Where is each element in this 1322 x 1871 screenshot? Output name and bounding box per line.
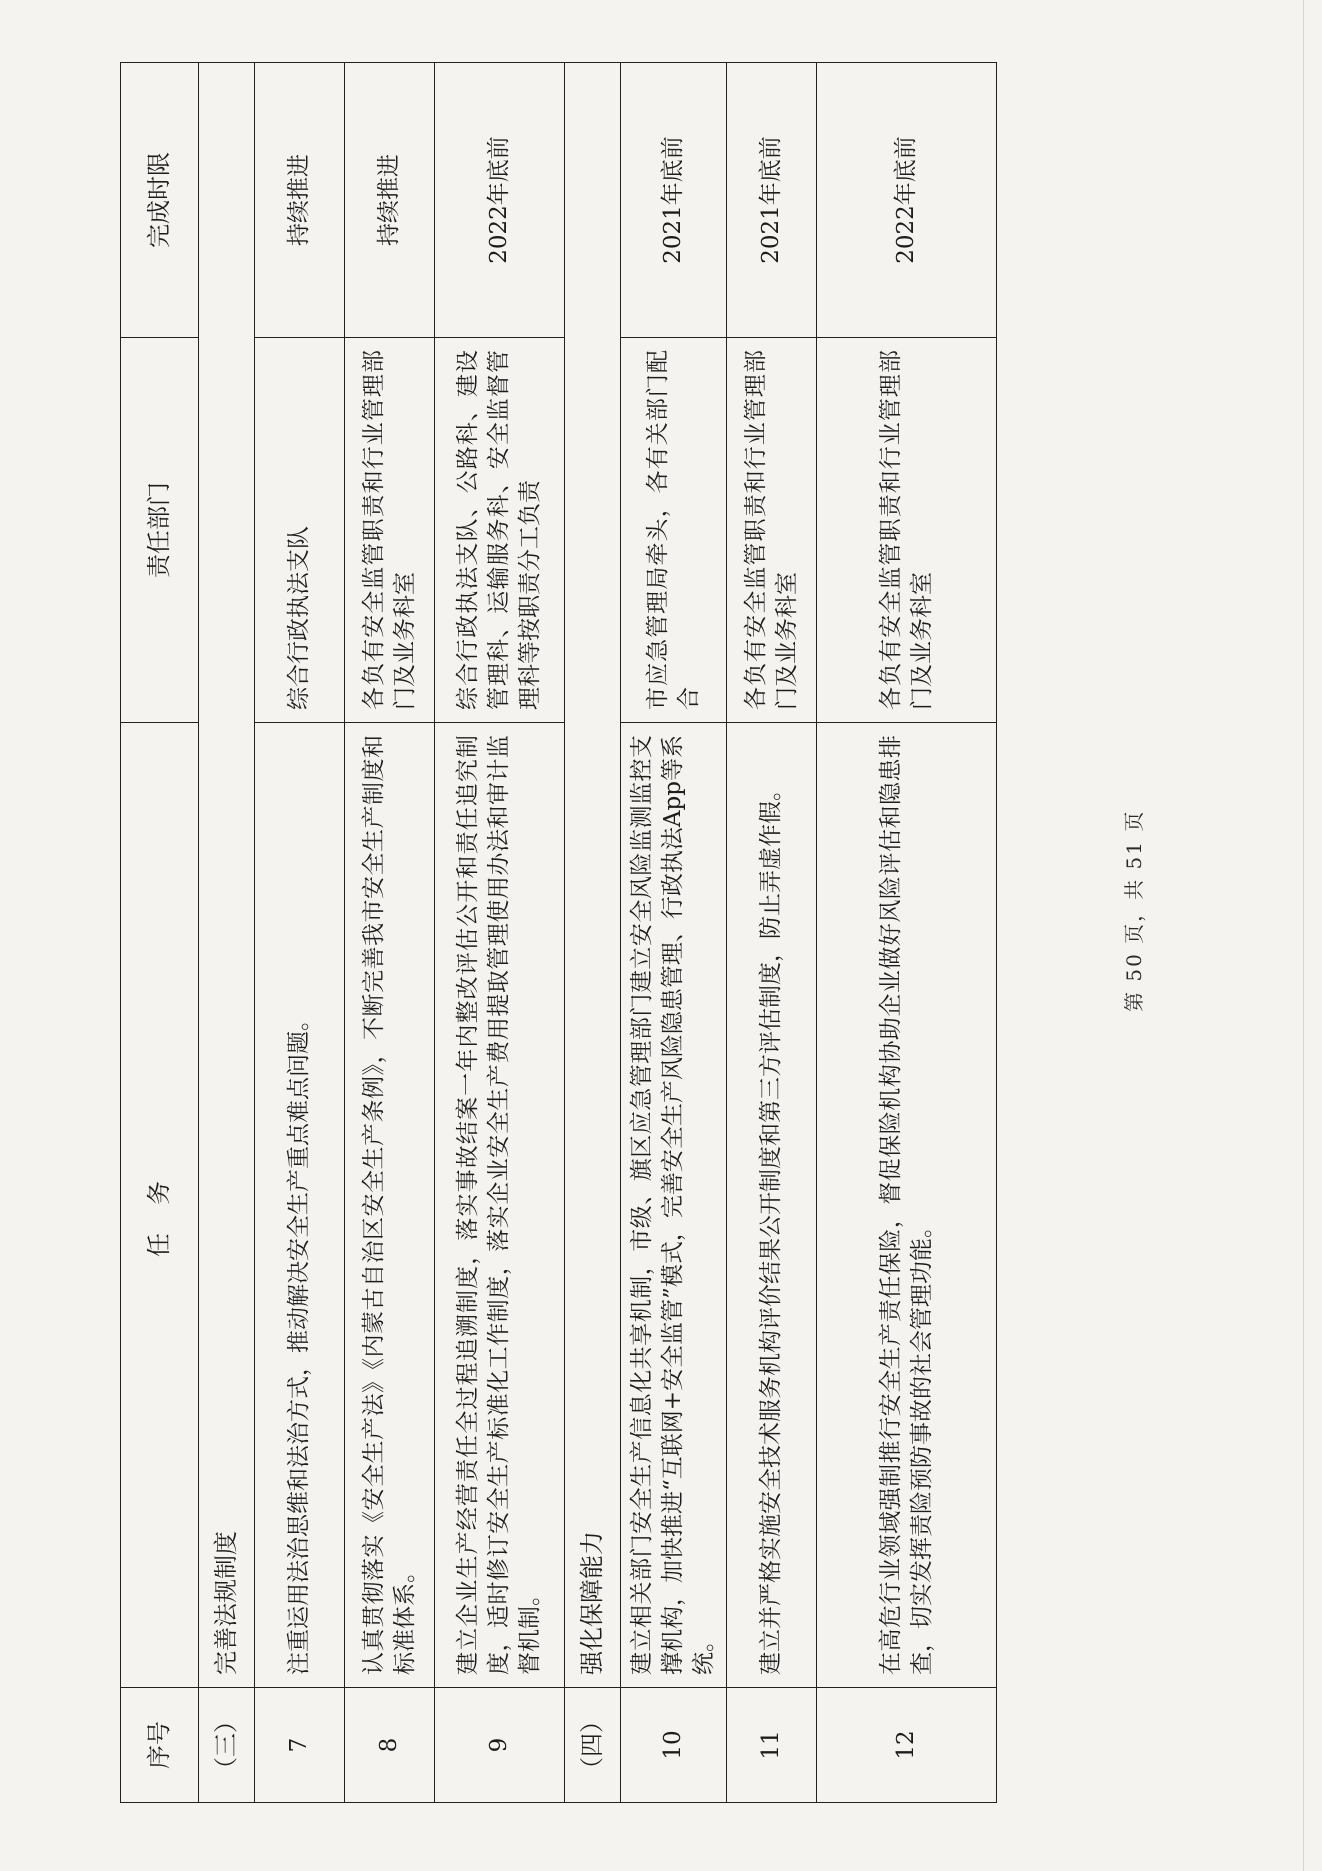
- row-time: 2021年底前: [727, 63, 817, 338]
- section-row-4: [565, 63, 621, 1803]
- row-number: 12: [817, 1688, 997, 1803]
- row-time: 2022年底前: [817, 63, 997, 338]
- row-number: 8: [345, 1688, 435, 1803]
- section-number: （四）: [565, 1688, 621, 1803]
- row-dept: 各负有安全监管职责和行业管理部门及业务科室: [345, 338, 435, 723]
- header-task: 任务: [121, 723, 199, 1688]
- row-task: 建立相关部门安全生产信息化共享机制，市级、旗区应急管理部门建立安全风险监测监控支撑机构，加快推进“互联网+安全监管”模式，完善安全生产风险隐患管理、行政执法App等系统。: [621, 723, 727, 1688]
- table-row: [435, 63, 565, 1803]
- section-title-cell: [565, 63, 621, 1688]
- table-row: [817, 63, 997, 1803]
- page-edge-line: [1303, 0, 1304, 1871]
- row-dept: 各负有安全监管职责和行业管理部门及业务科室: [817, 338, 997, 723]
- table-row: [345, 63, 435, 1803]
- table-row: [727, 63, 817, 1803]
- header-dept: 责任部门: [121, 338, 199, 723]
- rotated-table-wrapper: [120, 136, 980, 1803]
- row-task: 在高危行业领域强制推行安全生产责任保险，督促保险机构协助企业做好风险评估和隐患排查，切实发挥责险预防事故的社会管理功能。: [817, 723, 997, 1688]
- row-time: 持续推进: [255, 63, 345, 338]
- section-row-3: [199, 63, 255, 1803]
- row-task: 认真贯彻落实《安全生产法》《内蒙古自治区安全生产条例》，不断完善我市安全生产制度和标准体系。: [345, 723, 435, 1688]
- row-time: 持续推进: [345, 63, 435, 338]
- row-task: 建立企业生产经营责任全过程追溯制度，落实事故结案一年内整改评估公开和责任追究制度，适时修订安全生产标准化工作制度，落实企业安全生产费用提取管理使用办法和审计监督机制。: [435, 723, 565, 1688]
- table-row: [621, 63, 727, 1803]
- row-number: 11: [727, 1688, 817, 1803]
- row-task: 建立并严格实施安全技术服务机构评价结果公开制度和第三方评估制度，防止弄虚作假。: [727, 723, 817, 1688]
- section-number: （三）: [199, 1688, 255, 1803]
- row-time: 2022年底前: [435, 63, 565, 338]
- section-title: 完善法规制度: [212, 1531, 240, 1675]
- header-time: 完成时限: [121, 63, 199, 338]
- row-task: 注重运用法治思维和法治方式，推动解决安全生产重点难点问题。: [255, 723, 345, 1688]
- row-number: 10: [621, 1688, 727, 1803]
- row-number: 7: [255, 1688, 345, 1803]
- row-dept: 各负有安全监管职责和行业管理部门及业务科室: [727, 338, 817, 723]
- section-title: 强化保障能力: [578, 1531, 606, 1675]
- row-dept: 综合行政执法支队: [255, 338, 345, 723]
- table-header-row: [121, 63, 199, 1803]
- row-time: 2021年底前: [621, 63, 727, 338]
- table-row: [255, 63, 345, 1803]
- row-dept: 综合行政执法支队、公路科、建设管理科、运输服务科、安全监督管理科等按职责分工负责: [435, 338, 565, 723]
- row-dept: 市应急管理局牵头，各有关部门配合: [621, 338, 727, 723]
- task-table: [120, 62, 997, 1803]
- page-number-footer: 第 50 页，共 51 页: [1122, 809, 1146, 1012]
- section-title-cell: [199, 63, 255, 1688]
- row-number: 9: [435, 1688, 565, 1803]
- header-no: 序号: [121, 1688, 199, 1803]
